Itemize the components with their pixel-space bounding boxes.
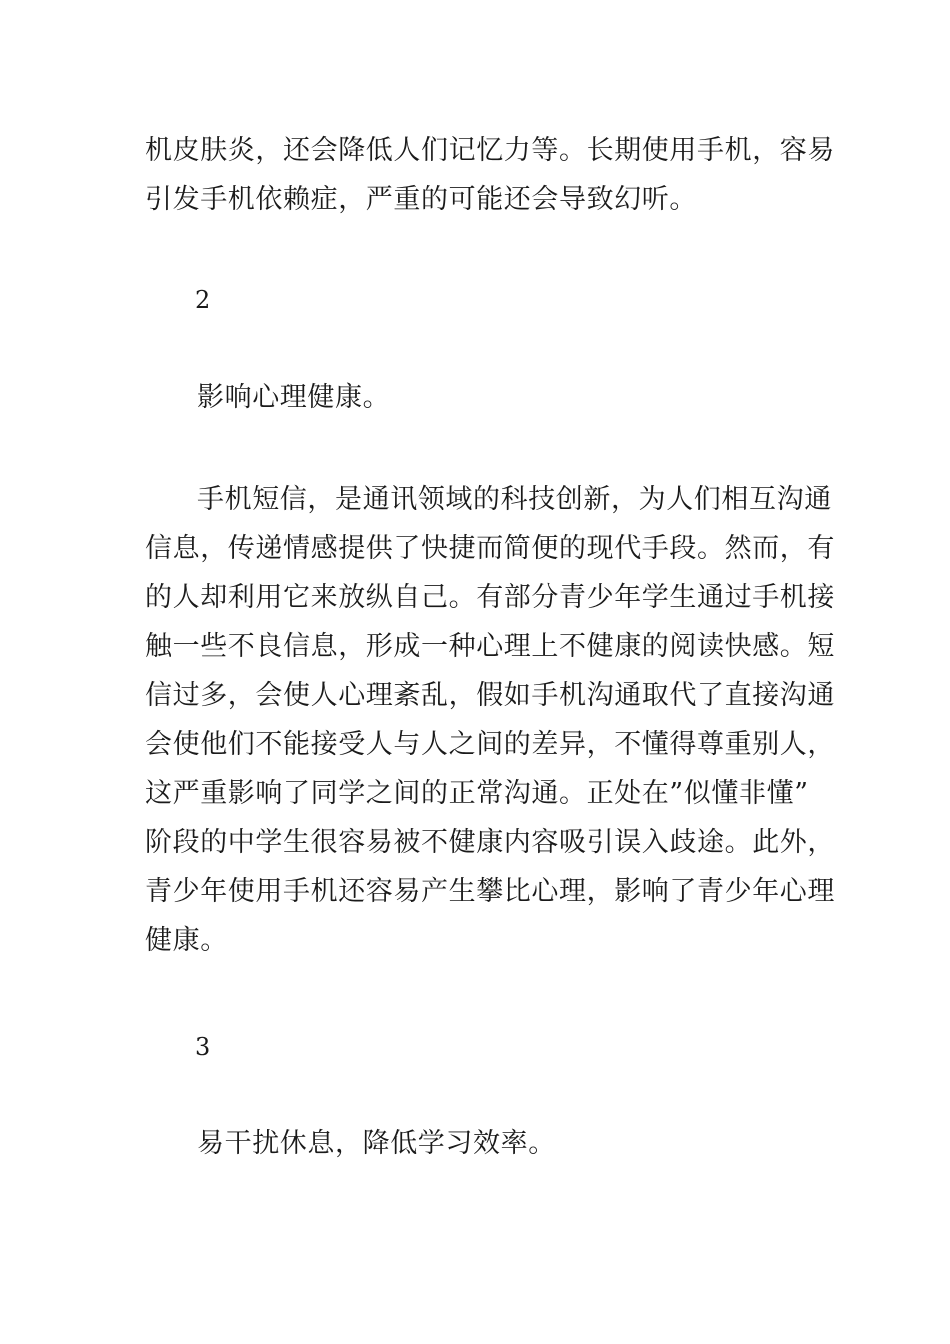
intro-line-1: 机皮肤炎，还会降低人们记忆力等。长期使用手机，容易 xyxy=(145,135,835,166)
paragraph-line-3: 的人却利用它来放纵自己。有部分青少年学生通过手机接 xyxy=(145,582,835,613)
section-heading-3: 易干扰休息，降低学习效率。 xyxy=(197,1128,556,1159)
section-heading-2: 影响心理健康。 xyxy=(197,382,391,413)
intro-line-2: 引发手机依赖症，严重的可能还会导致幻听。 xyxy=(145,184,697,215)
paragraph-line-4: 触一些不良信息，形成一种心理上不健康的阅读快感。短 xyxy=(145,631,835,662)
paragraph-line-9: 青少年使用手机还容易产生攀比心理，影响了青少年心理 xyxy=(145,876,835,907)
paragraph-line-6: 会使他们不能接受人与人之间的差异，不懂得尊重别人， xyxy=(145,729,835,760)
paragraph-line-2: 信息，传递情感提供了快捷而简便的现代手段。然而，有 xyxy=(145,533,835,564)
paragraph-line-10: 健康。 xyxy=(145,925,228,956)
section-number-3: 3 xyxy=(195,1033,211,1061)
section-number-2: 2 xyxy=(195,286,211,314)
paragraph-line-7: 这严重影响了同学之间的正常沟通。正处在”似懂非懂” xyxy=(145,778,809,809)
paragraph-line-8: 阶段的中学生很容易被不健康内容吸引误入歧途。此外， xyxy=(145,827,835,858)
paragraph-line-1: 手机短信，是通讯领域的科技创新，为人们相互沟通 xyxy=(197,484,832,515)
paragraph-line-5: 信过多，会使人心理紊乱，假如手机沟通取代了直接沟通 xyxy=(145,680,835,711)
